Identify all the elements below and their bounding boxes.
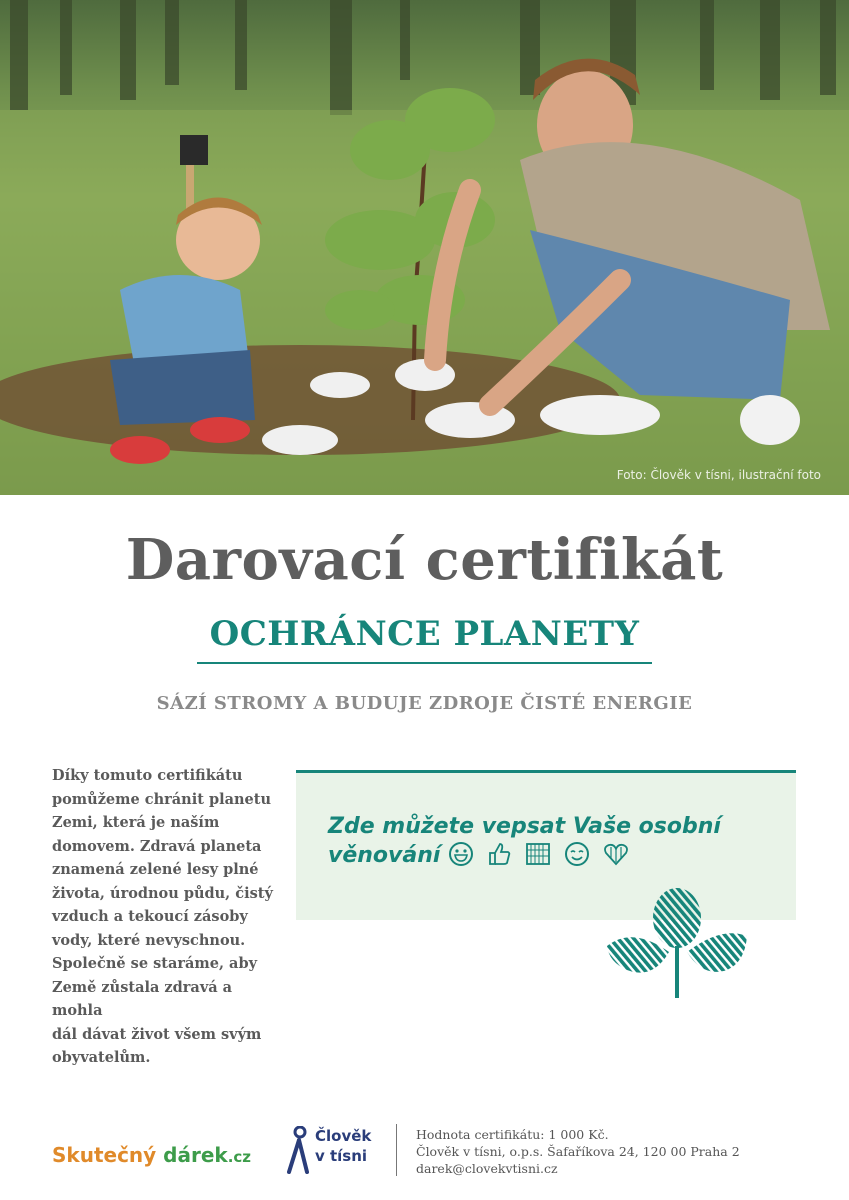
description-line: domovem. Zdravá planeta <box>52 837 262 855</box>
tree-planting-illustration <box>0 0 849 495</box>
certificate-title: Darovací certifikát <box>125 527 724 593</box>
leaf-logo-icon <box>603 886 751 1004</box>
subtitle-underline <box>197 662 652 664</box>
photo-credit: Foto: Člověk v tísni, ilustrační foto <box>616 468 821 482</box>
logo-sd-word2: dárek <box>163 1143 228 1167</box>
certificate-subtitle: OCHRÁNCE PLANETY <box>209 614 640 654</box>
dedication-top-rule <box>296 770 796 773</box>
dedication-line-2 <box>328 841 768 870</box>
clovek-v-tisni-logo[interactable] <box>285 1126 385 1176</box>
dedication-line-2-text: věnování <box>328 843 441 868</box>
logo-cvt-line2: v tísni <box>315 1147 368 1165</box>
footer-divider <box>396 1124 397 1176</box>
description-line: Zemi, která je naším <box>52 814 220 831</box>
description-line: Díky tomuto certifikátu <box>52 767 243 784</box>
description-line: vzduch a tekoucí zásoby <box>52 908 248 925</box>
gift-icon <box>525 841 551 867</box>
footer-info <box>416 1126 740 1177</box>
organization-address: Člověk v tísni, o.p.s. Šafaříkova 24, 120 00 Praha 2 <box>416 1144 740 1159</box>
description-line: života, úrodnou půdu, čistý <box>52 884 273 902</box>
logo-sd-word1: Skutečný <box>52 1143 164 1167</box>
grinning-face-icon <box>448 841 474 867</box>
description-line: znamená zelené lesy plné <box>52 861 259 878</box>
heart-icon <box>603 841 629 867</box>
contact-email[interactable]: darek@clovekvtisni.cz <box>416 1161 558 1176</box>
description-line: vody, které nevyschnou. <box>52 931 246 949</box>
certificate-value: Hodnota certifikátu: 1 000 Kč. <box>416 1127 609 1142</box>
person-icon <box>285 1126 311 1174</box>
dedication-placeholder[interactable] <box>328 812 768 870</box>
description-line: Společně se staráme, aby <box>52 955 258 972</box>
clovek-v-tisni-wordmark <box>315 1126 371 1166</box>
certificate-tagline: SÁZÍ STROMY A BUDUJE ZDROJE ČISTÉ ENERGIE <box>156 693 693 714</box>
smiling-face-icon <box>564 841 590 867</box>
logo-sd-domain: .cz <box>227 1148 252 1166</box>
thumbs-up-icon <box>487 841 513 867</box>
header-photo <box>0 0 849 495</box>
dedication-line-1: Zde můžete vepsat Vaše osobní <box>328 814 721 839</box>
description-line: dál dávat život všem svým <box>52 1025 262 1043</box>
certificate-description <box>52 764 277 1070</box>
skutecny-darek-logo[interactable] <box>52 1143 251 1167</box>
description-line: pomůžeme chránit planetu <box>52 790 272 808</box>
description-line: obyvatelům. <box>52 1049 151 1066</box>
description-line: Země zůstala zdravá a mohla <box>52 978 233 1019</box>
logo-cvt-line1: Člověk <box>315 1127 372 1145</box>
